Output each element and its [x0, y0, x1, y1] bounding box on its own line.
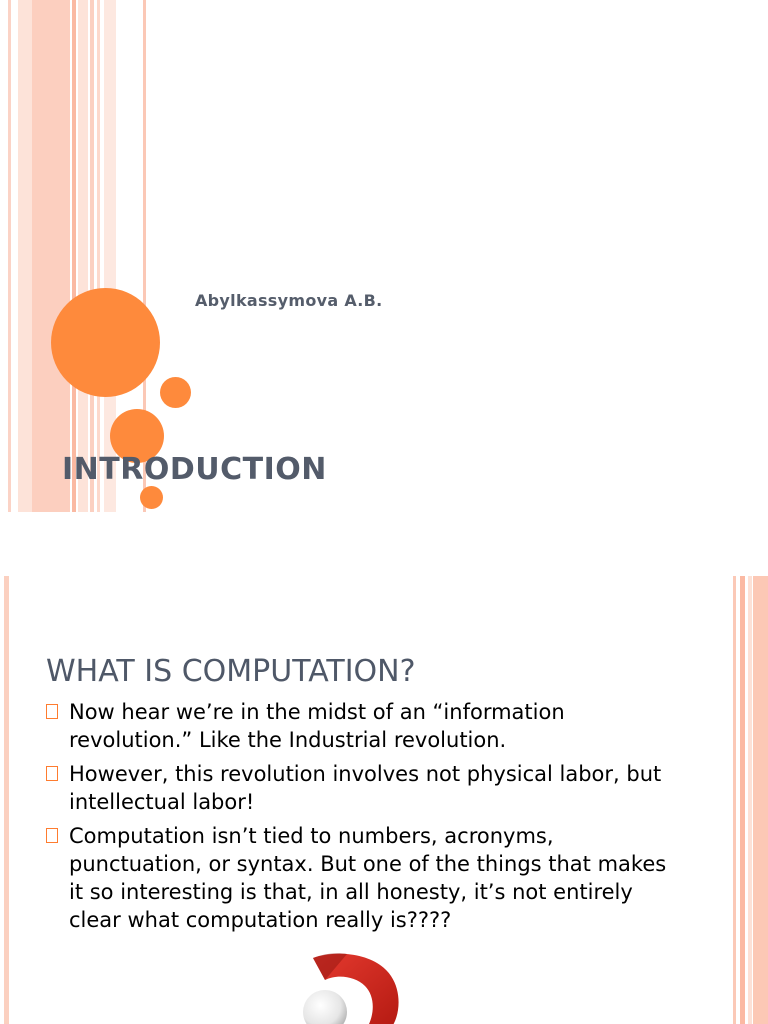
- bullet-list: [46, 698, 686, 940]
- decor-stripe: [8, 0, 11, 512]
- square-bullet-icon: [46, 828, 58, 843]
- author-name: Abylkassymova A.B.: [195, 291, 383, 310]
- decor-stripe: [18, 0, 32, 512]
- slide-title: WHAT IS COMPUTATION?: [46, 654, 416, 689]
- red-ring-sphere-icon: [295, 948, 415, 1024]
- decor-circle-large: [51, 288, 160, 397]
- square-bullet-icon: [46, 766, 58, 781]
- list-item: Computation isn’t tied to numbers, acronyms, punctuation, or syntax. But one of the things that makes it so interesting is that, in all honesty, it’s not entirely clear what computation really is????: [46, 822, 686, 934]
- decor-stripe: [97, 0, 100, 512]
- decor-stripe: [762, 0, 768, 512]
- decor-stripe: [78, 0, 88, 512]
- decor-stripe: [753, 576, 768, 1024]
- decor-stripe: [740, 576, 745, 1024]
- square-bullet-icon: [46, 704, 58, 719]
- decor-stripe: [748, 576, 752, 1024]
- list-item: Now hear we’re in the midst of an “information revolution.” Like the Industrial revolution.: [46, 698, 686, 754]
- slide-title: INTRODUCTION: [62, 452, 327, 487]
- decor-stripe: [90, 0, 94, 512]
- slide-gap: [0, 512, 768, 576]
- decor-stripe: [32, 0, 70, 512]
- list-item: However, this revolution involves not physical labor, but intellectual labor!: [46, 760, 686, 816]
- content-slide: [0, 576, 768, 1024]
- decor-circle-tiny: [140, 486, 163, 509]
- decor-stripe: [733, 576, 736, 1024]
- decor-stripe: [4, 576, 9, 1024]
- decor-stripe: [72, 0, 76, 512]
- decor-circle-small: [160, 377, 191, 408]
